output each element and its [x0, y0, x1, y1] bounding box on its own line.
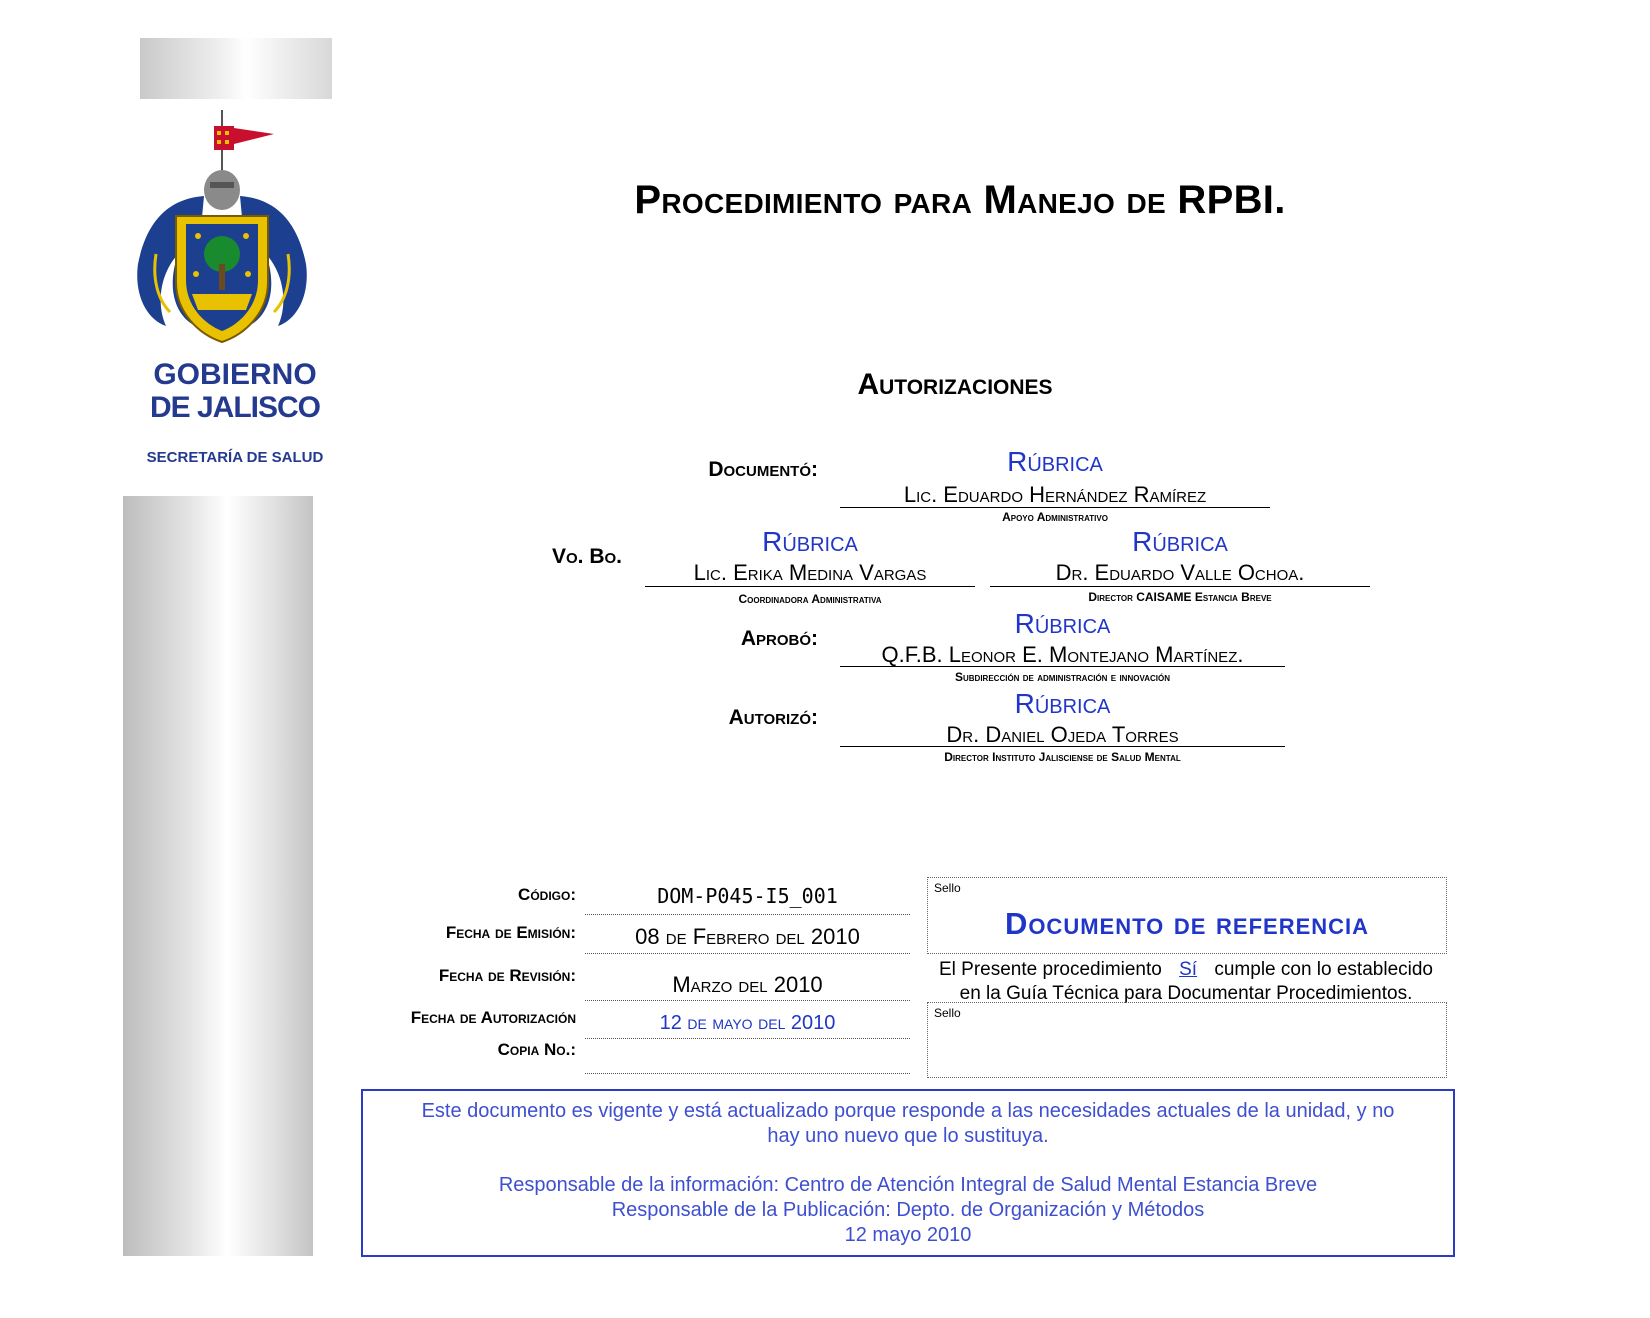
jalisco-coat-of-arms-icon: [126, 104, 310, 350]
autorizo-name: Dr. Daniel Ojeda Torres: [840, 722, 1285, 747]
sello-label: Sello: [934, 881, 961, 895]
org-name-line2: DE JALISCO: [149, 391, 321, 424]
footer-line4: Responsable de la Publicación: Depto. de Organización y Métodos: [611, 1199, 1205, 1221]
autorizacion-label: Fecha de Autorización: [410, 1008, 576, 1027]
documento-role: Apoyo Administrativo: [1002, 510, 1108, 524]
copia-value: [585, 1045, 910, 1074]
sello-box-empty: [927, 1002, 1447, 1078]
autorizo-role: Director Instituto Jalisciense de Salud Mental: [944, 750, 1181, 764]
aprobo-role: Subdirección de administración e innovación: [955, 670, 1170, 684]
vobo-left-rubrica: Rúbrica: [762, 526, 858, 557]
codigo-value: DOM-P045-I5_001: [585, 884, 910, 915]
autorizo-label: Autorizó:: [728, 706, 818, 729]
revision-value: Marzo del 2010: [585, 972, 910, 1001]
codigo-label: Código:: [518, 885, 576, 904]
revision-label: Fecha de Revisión:: [438, 966, 576, 985]
aprobo-name: Q.F.B. Leonor E. Montejano Martínez.: [840, 642, 1285, 667]
vobo-right-rubrica: Rúbrica: [1132, 526, 1228, 557]
vobo-left-role: Coordinadora Administrativa: [738, 592, 882, 606]
footer-line2: hay uno nuevo que lo sustituya.: [767, 1125, 1049, 1147]
copia-label: Copia No.:: [497, 1040, 576, 1059]
section-title: Autorizaciones: [857, 368, 1053, 401]
vobo-left-name: Lic. Erika Medina Vargas: [645, 560, 975, 587]
validity-footer: [361, 1089, 1455, 1257]
statement-line1: [927, 958, 1445, 982]
footer-line3: Responsable de la información: Centro de Atención Integral de Salud Mental Estancia Breve: [498, 1174, 1318, 1196]
statement-post: cumple con lo establecido: [1209, 959, 1433, 980]
vobo-label: Vo. Bo.: [551, 545, 622, 568]
sello-box-reference: [927, 877, 1447, 954]
sidebar-gradient-bar: [123, 496, 313, 1256]
procedure-statement: [927, 958, 1445, 1006]
documento-rubrica: Rúbrica: [1007, 446, 1103, 477]
documento-label: Documentó:: [708, 458, 818, 481]
aprobo-label: Aprobó:: [740, 627, 818, 650]
statement-answer: Sí: [1179, 959, 1198, 980]
documento-name: Lic. Eduardo Hernández Ramírez: [840, 482, 1270, 508]
reference-stamp: Documento de referencia: [1004, 906, 1370, 941]
org-name-line1: GOBIERNO: [153, 358, 317, 391]
autorizacion-value: 12 de mayo del 2010: [585, 1012, 910, 1039]
vobo-right-role: Director CAISAME Estancia Breve: [1088, 590, 1272, 604]
emision-label: Fecha de Emisión:: [445, 923, 576, 942]
header-gradient-block: [140, 38, 332, 99]
statement-pre: El Presente procedimiento: [939, 959, 1168, 980]
vobo-right-name: Dr. Eduardo Valle Ochoa.: [990, 560, 1370, 587]
aprobo-rubrica: Rúbrica: [1014, 608, 1111, 639]
department-name: SECRETARÍA DE SALUD: [146, 449, 324, 466]
sello-label-2: Sello: [934, 1006, 961, 1020]
page-title: Procedimiento para Manejo de RPBI.: [634, 178, 1286, 222]
emision-value: 08 de Febrero del 2010: [585, 924, 910, 954]
autorizo-rubrica: Rúbrica: [1014, 688, 1111, 719]
footer-line1: Este documento es vigente y está actualizado porque responde a las necesidades actuales de la unidad, y no: [421, 1100, 1395, 1122]
footer-line5: 12 mayo 2010: [844, 1224, 972, 1246]
statement-line2: en la Guía Técnica para Documentar Procedimientos.: [959, 983, 1413, 1004]
